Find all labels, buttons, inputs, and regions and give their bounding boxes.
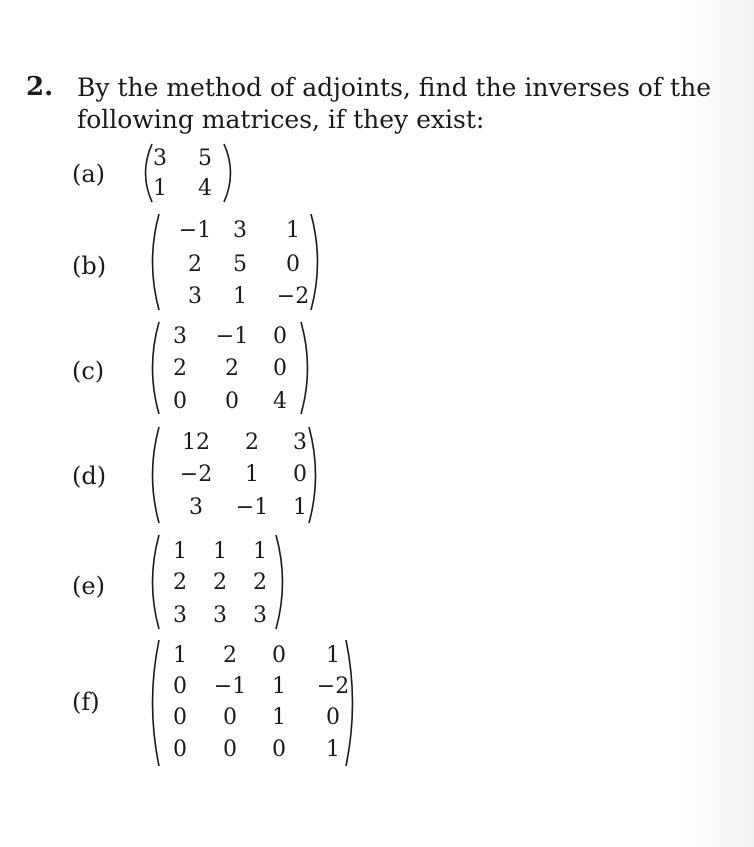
item-label-c: (c): [72, 357, 105, 385]
matrix-entry: 0: [293, 462, 307, 487]
matrix-d: [145, 425, 323, 525]
matrix-entry: 1: [272, 674, 286, 699]
item-label-e: (e): [72, 572, 105, 600]
matrix-b: [145, 212, 325, 312]
matrix-entry: 2: [223, 643, 237, 668]
matrix-entry: 0: [272, 643, 286, 668]
right-parenthesis: [274, 533, 290, 631]
matrix-entry: 3: [153, 146, 167, 171]
item-label-a: (a): [72, 160, 106, 188]
matrix-entry: 5: [198, 146, 212, 171]
matrix-entry: 0: [273, 356, 287, 381]
matrix-entry: 4: [198, 176, 212, 201]
problem-prompt: [77, 72, 717, 136]
matrix-entry: −1: [178, 218, 212, 243]
matrix-entry: 0: [272, 737, 286, 762]
matrix-entry: 0: [286, 252, 300, 277]
prompt-line: following matrices, if they exist:: [77, 105, 485, 134]
right-parenthesis: [222, 142, 238, 204]
matrix-entry: 2: [253, 570, 267, 595]
matrix-entry: −2: [179, 462, 213, 487]
right-parenthesis: [344, 638, 360, 768]
matrix-entry: 12: [182, 430, 210, 455]
right-parenthesis: [309, 212, 325, 312]
matrix-entry: 3: [293, 430, 307, 455]
matrix-entry: 2: [225, 356, 239, 381]
matrix-entry: 1: [293, 495, 307, 520]
matrix-entry: 2: [173, 570, 187, 595]
matrix-entry: 3: [233, 218, 247, 243]
matrix-entry: 1: [213, 539, 227, 564]
matrix-entry: 1: [173, 539, 187, 564]
matrix-entry: 1: [253, 539, 267, 564]
matrix-entry: −1: [215, 324, 249, 349]
matrix-entry: 3: [189, 495, 203, 520]
matrix-entry: 3: [173, 603, 187, 628]
matrix-c: [145, 320, 315, 416]
problem-number: 2.: [26, 72, 54, 102]
right-parenthesis: [307, 425, 323, 525]
matrix-entry: −1: [213, 674, 247, 699]
matrix-f: [145, 638, 360, 768]
matrix-e: [145, 533, 290, 631]
matrix-entry: 5: [233, 252, 247, 277]
matrix-entry: 0: [173, 674, 187, 699]
matrix-entry: −2: [316, 674, 350, 699]
matrix-entry: 2: [188, 252, 202, 277]
matrix-entry: 1: [286, 218, 300, 243]
right-parenthesis: [299, 320, 315, 416]
matrix-entry: 0: [223, 705, 237, 730]
matrix-entry: 1: [245, 462, 259, 487]
matrix-entry: 1: [233, 284, 247, 309]
item-label-d: (d): [72, 462, 107, 490]
matrix-entry: 1: [272, 705, 286, 730]
item-label-f: (f): [72, 688, 100, 716]
matrix-entry: −1: [235, 495, 269, 520]
matrix-entry: 2: [173, 356, 187, 381]
matrix-entry: 4: [273, 389, 287, 414]
matrix-entry: 3: [213, 603, 227, 628]
matrix-entry: 1: [153, 176, 167, 201]
item-label-b: (b): [72, 252, 107, 280]
prompt-line: By the method of adjoints, find the inverses of the: [77, 73, 711, 102]
left-parenthesis: [145, 638, 161, 768]
matrix-entry: 1: [173, 643, 187, 668]
matrix-entry: 0: [173, 737, 187, 762]
left-parenthesis: [145, 320, 161, 416]
matrix-entry: 1: [326, 643, 340, 668]
matrix-entry: 0: [173, 705, 187, 730]
matrix-entry: 0: [273, 324, 287, 349]
left-parenthesis: [138, 142, 154, 204]
matrix-entry: 1: [326, 737, 340, 762]
matrix-entry: 2: [245, 430, 259, 455]
matrix-entry: 3: [188, 284, 202, 309]
matrix-a: [138, 142, 238, 204]
matrix-entry: 3: [173, 324, 187, 349]
matrix-entry: 0: [223, 737, 237, 762]
matrix-entry: 3: [253, 603, 267, 628]
matrix-entry: 0: [173, 389, 187, 414]
left-parenthesis: [145, 533, 161, 631]
left-parenthesis: [145, 425, 161, 525]
matrix-entry: −2: [276, 284, 310, 309]
matrix-entry: 0: [326, 705, 340, 730]
left-parenthesis: [145, 212, 161, 312]
matrix-entry: 0: [225, 389, 239, 414]
matrix-entry: 2: [213, 570, 227, 595]
